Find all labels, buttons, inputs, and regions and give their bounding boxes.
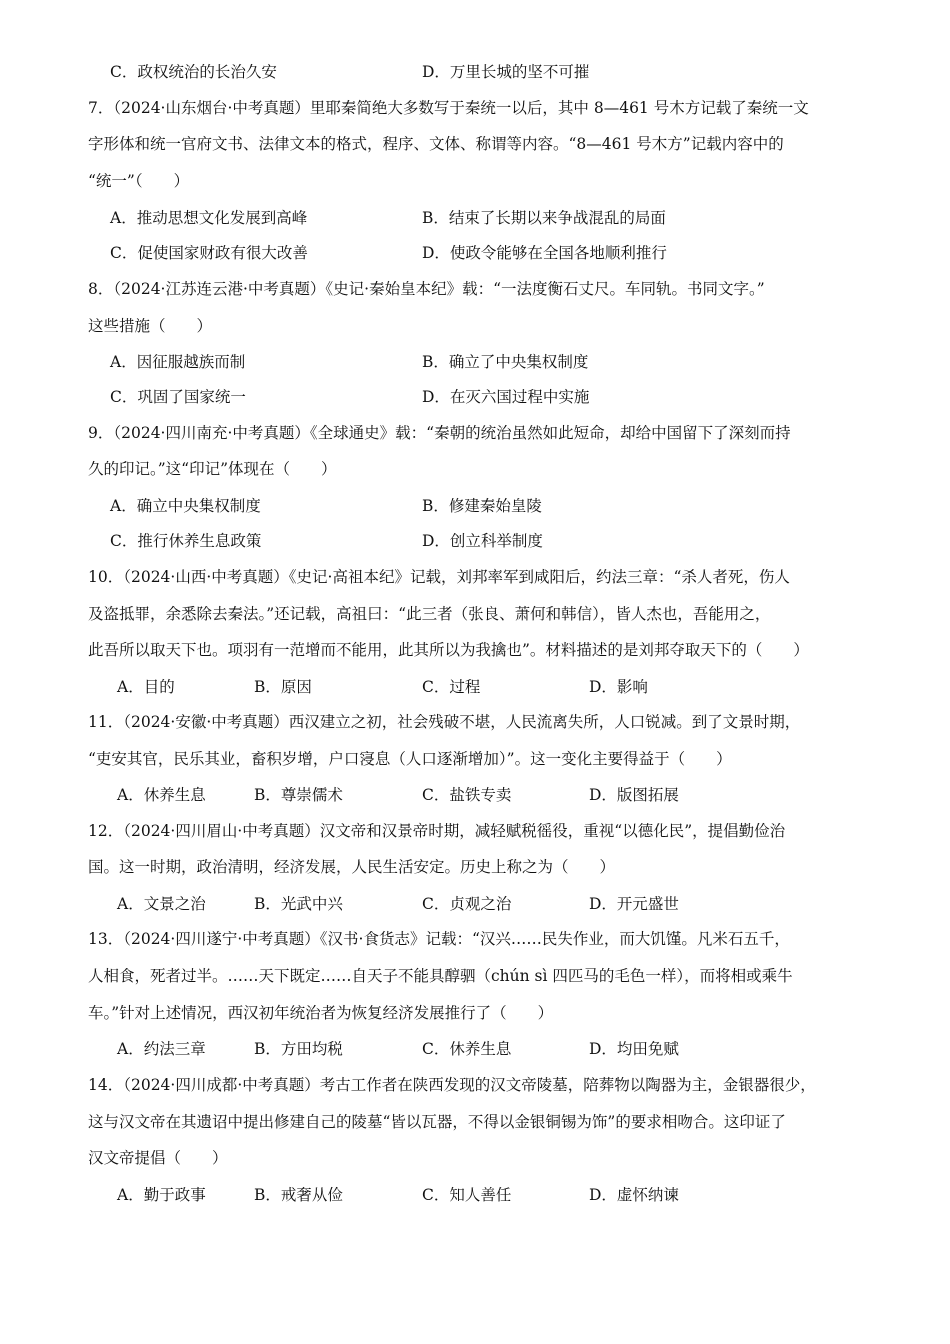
question-9-line-1: 9．（2024·四川南充·中考真题）《全球通史》载：“秦朝的统治虽然如此短命，却给中国留下了深刻而持 [88, 424, 791, 442]
prev-option-d: D．万里长城的坚不可摧 [422, 63, 590, 81]
question-12-option-d: D．开元盛世 [589, 895, 679, 913]
question-7-option-d: D．使政令能够在全国各地顺利推行 [422, 244, 667, 262]
question-9-option-a: A．确立中央集权制度 [110, 497, 261, 515]
question-8-option-c: C．巩固了国家统一 [110, 388, 246, 406]
question-11-line-1: 11．（2024·安徽·中考真题）西汉建立之初，社会残破不堪，人民流离失所，人口锐减。到了文景时期， [88, 713, 801, 731]
question-14-option-c: C．知人善任 [422, 1186, 512, 1204]
question-10-option-a: A．目的 [117, 678, 175, 696]
question-13-line-2: 人相食，死者过半。……天下既定……自天子不能具醇驷（chún sì 四匹马的毛色一样），而将相或乘牛 [88, 967, 793, 985]
question-10-line-3: 此吾所以取天下也。项羽有一范增而不能用，此其所以为我擒也”。材料描述的是刘邦夺取天下的（ ） [88, 641, 809, 659]
question-10-line-2: 及盗抵罪，余悉除去秦法。”还记载，高祖曰：“此三者（张良、萧何和韩信），皆人杰也，吾能用之， [88, 605, 771, 623]
question-12-line-2: 国。这一时期，政治清明，经济发展，人民生活安定。历史上称之为（ ） [88, 858, 616, 876]
question-10-option-d: D．影响 [589, 678, 648, 696]
question-13-line-3: 车。”针对上述情况，西汉初年统治者为恢复经济发展推行了（ ） [88, 1004, 554, 1022]
question-13-option-d: D．均田免赋 [589, 1040, 679, 1058]
question-7-line-1: 7．（2024·山东烟台·中考真题）里耶秦简绝大多数写于秦统一以后，其中 8—461 号木方记载了秦统一文 [88, 99, 809, 117]
question-10-option-b: B．原因 [254, 678, 312, 696]
question-11-option-b: B．尊崇儒术 [254, 786, 343, 804]
question-14-option-d: D．虚怀纳谏 [589, 1186, 679, 1204]
question-7-option-c: C．促使国家财政有很大改善 [110, 244, 308, 262]
question-13-option-b: B．方田均税 [254, 1040, 343, 1058]
question-7-line-3: “统一”（ ） [88, 172, 190, 190]
question-14-line-2: 这与汉文帝在其遗诏中提出修建自己的陵墓“皆以瓦器，不得以金银铜锡为饰”的要求相吻合。这印证了 [88, 1113, 786, 1131]
question-14-option-a: A．勤于政事 [117, 1186, 206, 1204]
question-13-line-1: 13．（2024·四川遂宁·中考真题）《汉书·食货志》记载：“汉兴……民失作业，而大饥馑。凡米石五千， [88, 930, 790, 948]
question-11-option-a: A．休养生息 [117, 786, 206, 804]
question-9-option-d: D．创立科举制度 [422, 532, 543, 550]
question-8-option-b: B．确立了中央集权制度 [422, 353, 589, 371]
question-14-line-1: 14．（2024·四川成都·中考真题）考古工作者在陕西发现的汉文帝陵墓，陪葬物以陶器为主，金银器很少， [88, 1076, 816, 1094]
question-8-line-2: 这些措施（ ） [88, 317, 213, 335]
question-13-option-a: A．约法三章 [117, 1040, 206, 1058]
question-12-line-1: 12．（2024·四川眉山·中考真题）汉文帝和汉景帝时期，减轻赋税徭役，重视“以德化民”，提倡勤俭治 [88, 822, 786, 840]
question-14-line-3: 汉文帝提倡（ ） [88, 1149, 228, 1167]
question-11-option-d: D．版图拓展 [589, 786, 679, 804]
question-8-option-a: A．因征服越族而制 [110, 353, 246, 371]
question-12-option-b: B．光武中兴 [254, 895, 343, 913]
prev-option-c: C．政权统治的长治久安 [110, 63, 277, 81]
question-9-line-2: 久的印记。”这“印记”体现在（ ） [88, 460, 337, 478]
question-14-option-b: B．戒奢从俭 [254, 1186, 343, 1204]
question-10-option-c: C．过程 [422, 678, 481, 696]
question-7-option-b: B．结束了长期以来争战混乱的局面 [422, 209, 666, 227]
question-7-option-a: A．推动思想文化发展到高峰 [110, 209, 308, 227]
question-10-line-1: 10．（2024·山西·中考真题）《史记·高祖本纪》记载，刘邦率军到咸阳后，约法三章：“杀人者死，伤人 [88, 568, 790, 586]
question-12-option-a: A．文景之治 [117, 895, 206, 913]
question-9-option-b: B．修建秦始皇陵 [422, 497, 542, 515]
question-11-option-c: C．盐铁专卖 [422, 786, 512, 804]
question-7-line-2: 字形体和统一官府文书、法律文本的格式，程序、文体、称谓等内容。“8—461 号木方”记载内容中的 [88, 135, 784, 153]
question-11-line-2: “吏安其官，民乐其业，畜积岁增，户口寖息（人口逐渐增加）”。这一变化主要得益于（ ） [88, 750, 732, 768]
question-12-option-c: C．贞观之治 [422, 895, 512, 913]
question-9-option-c: C．推行休养生息政策 [110, 532, 262, 550]
question-8-option-d: D．在灭六国过程中实施 [422, 388, 590, 406]
question-13-option-c: C．休养生息 [422, 1040, 512, 1058]
question-8-line-1: 8．（2024·江苏连云港·中考真题）《史记·秦始皇本纪》载：“一法度衡石丈尺。车同轨。书同文字。” [88, 280, 765, 298]
